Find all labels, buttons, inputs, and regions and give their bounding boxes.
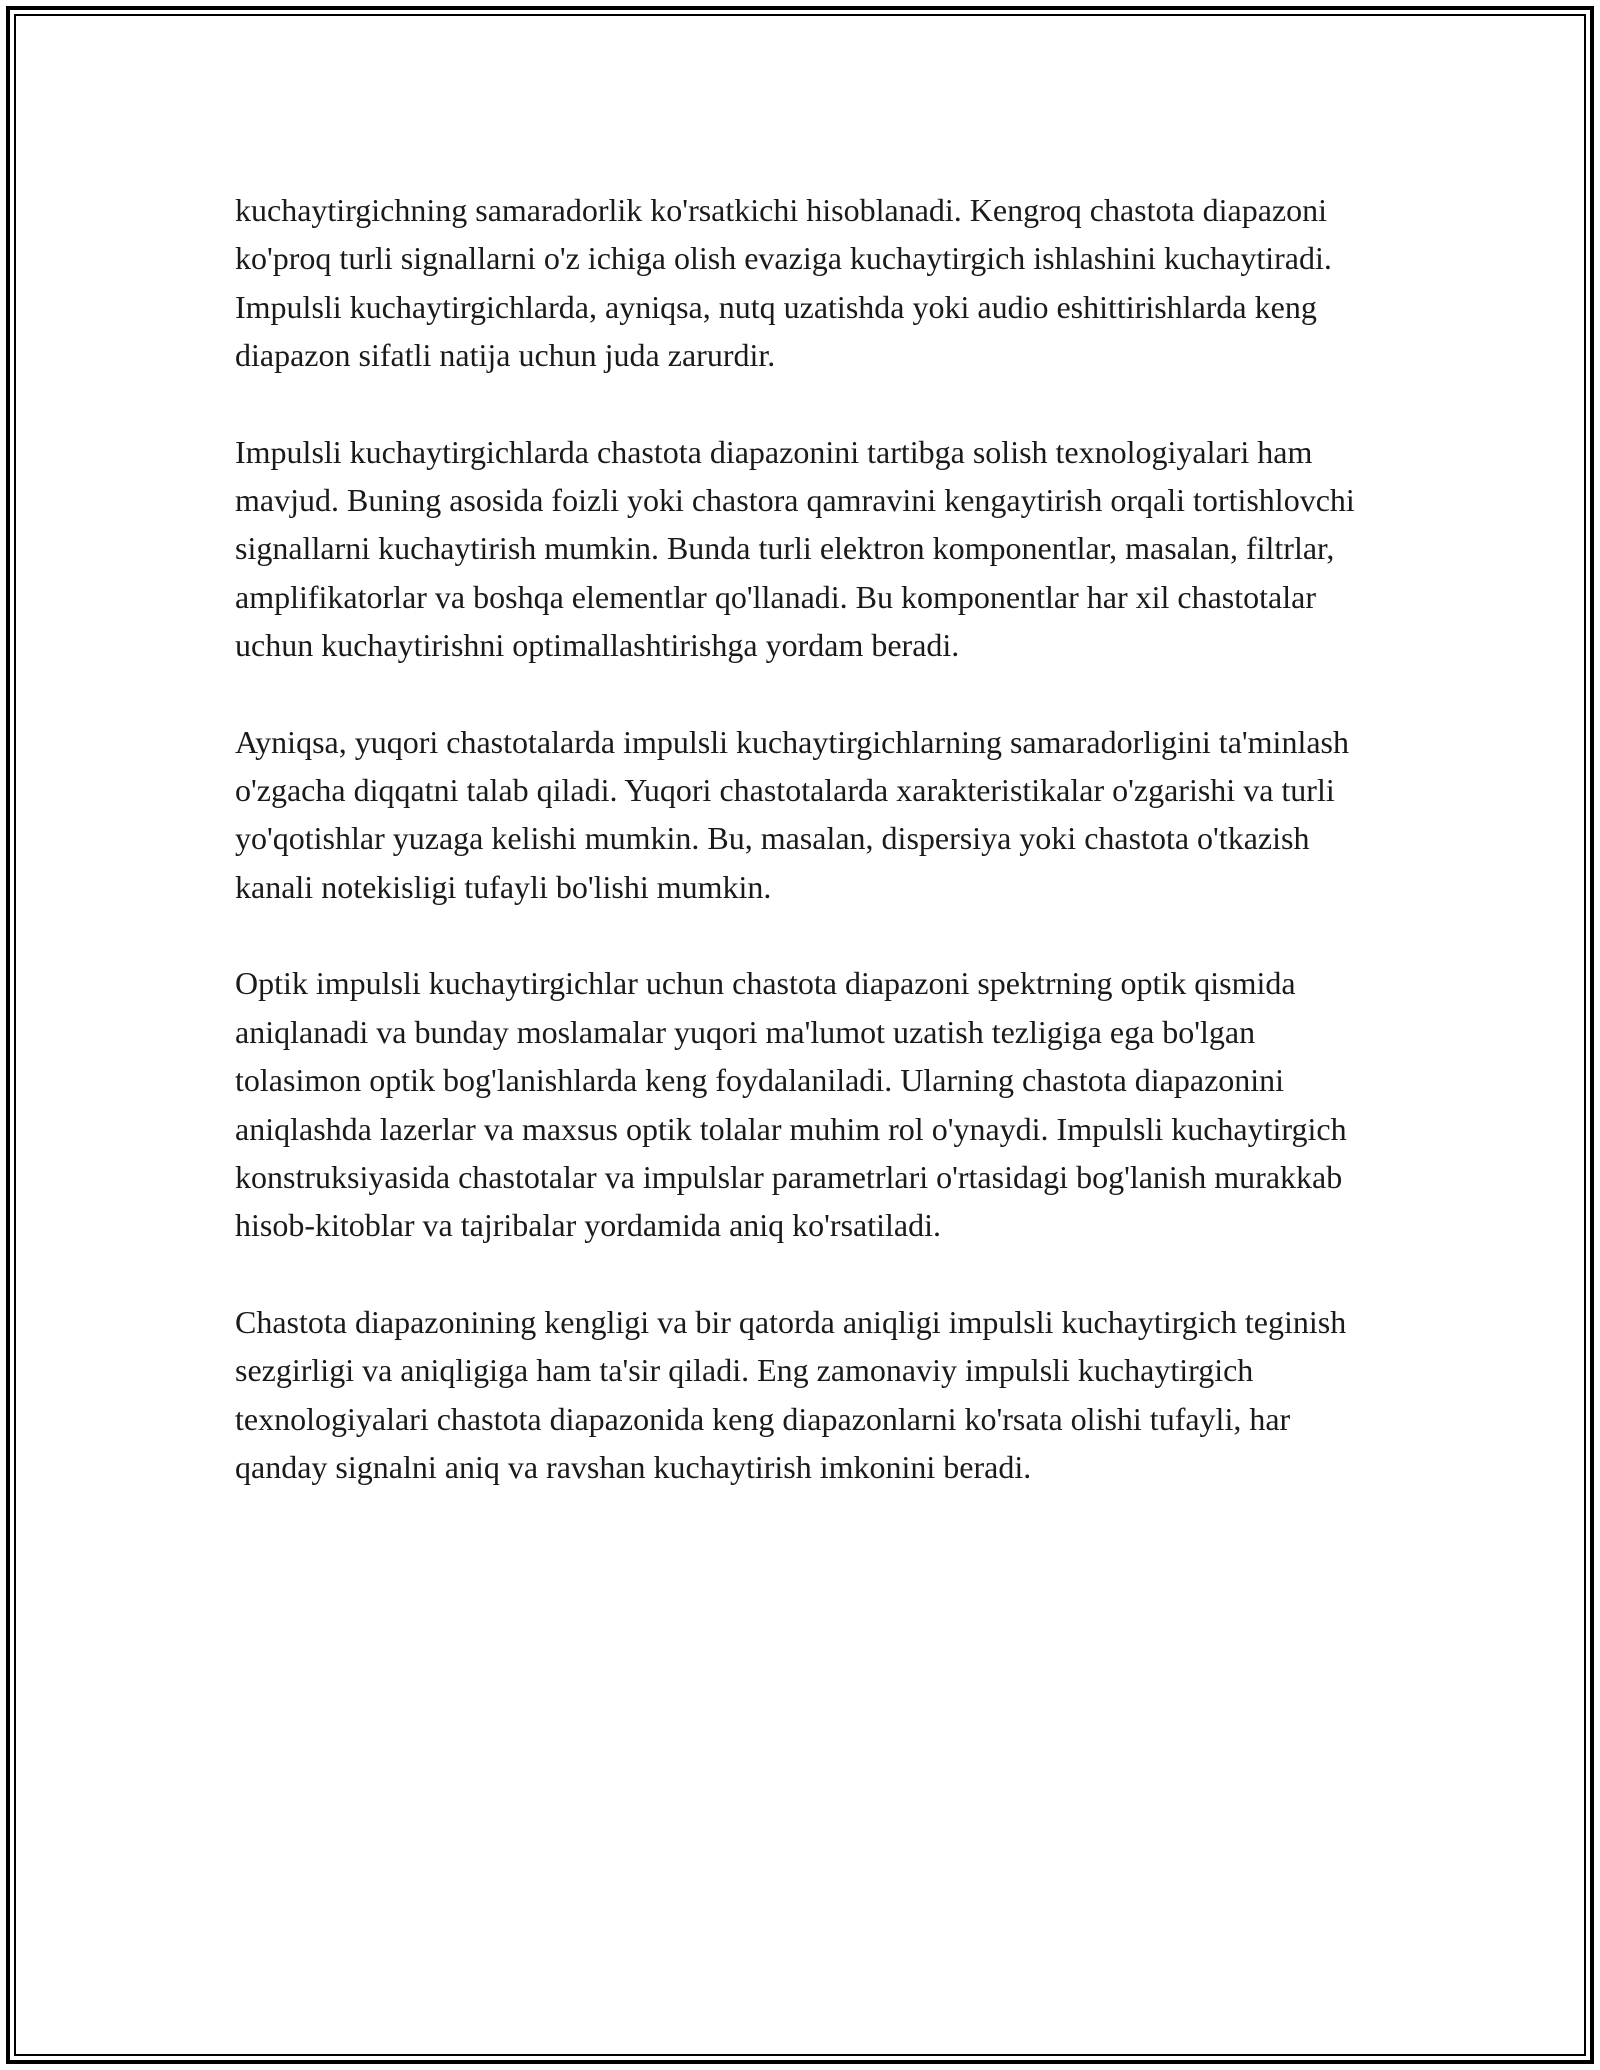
paragraph-3: Ayniqsa, yuqori chastotalarda impulsli kuchaytirgichlarning samaradorligini ta'minlash o'zgacha diqqatni talab qiladi. Yuqori chastotalarda xarakteristikalar o'zgarishi va turli yo'qotishlar yuzaga kelishi mumkin. Bu, masalan, dispersiya yoki chastota o'tkazish kanali notekisligi tufayli bo'lishi mumkin. bbox=[235, 723, 1349, 905]
paragraph-2: Impulsli kuchaytirgichlarda chastota diapazonini tartibga solish texnologiyalari ham mavjud. Buning asosida foizli yoki chastora qamravini kengaytirish orqali tortishlovchi signallarni kuchaytirish mumkin. Bunda turli elektron komponentlar, masalan, filtrlar, amplifikatorlar va boshqa elementlar qo'llanadi. Bu komponentlar har xil chastotalar uchun kuchaytirishni optimallashtirishga yordam beradi. bbox=[235, 433, 1355, 664]
document-body bbox=[235, 186, 1385, 1491]
paragraph-4: Optik impulsli kuchaytirgichlar uchun chastota diapazoni spektrning optik qismida aniqlanadi va bunday moslamalar yuqori ma'lumot uzatish tezligiga ega bo'lgan tolasimon optik bog'lanishlarda keng foydalaniladi. Ularning chastota diapazonini aniqlashda lazerlar va maxsus optik tolalar muhim rol o'ynaydi. Impulsli kuchaytirgich konstruksiyasida chastotalar va impulslar parametrlari o'rtasidagi bog'lanish murakkab hisob-kitoblar va tajribalar yordamida aniq ko'rsatiladi. bbox=[235, 965, 1347, 1244]
paragraph-5: Chastota diapazonining kengligi va bir qatorda aniqligi impulsli kuchaytirgich teginish sezgirligi va aniqligiga ham ta'sir qiladi. Eng zamonaviy impulsli kuchaytirgich texnologiyalari chastota diapazonida keng diapazonlarni ko'rsata olishi tufayli, har qanday signalni aniq va ravshan kuchaytirish imkonini beradi. bbox=[235, 1303, 1347, 1485]
paragraph-1: kuchaytirgichning samaradorlik ko'rsatkichi hisoblanadi. Kengroq chastota diapazoni ko'proq turli signallarni o'z ichiga olish evaziga kuchaytirgich ishlashini kuchaytiradi. Impulsli kuchaytirgichlarda, ayniqsa, nutq uzatishda yoki audio eshittirishlarda keng diapazon sifatli natija uchun juda zarurdir. bbox=[235, 192, 1332, 374]
